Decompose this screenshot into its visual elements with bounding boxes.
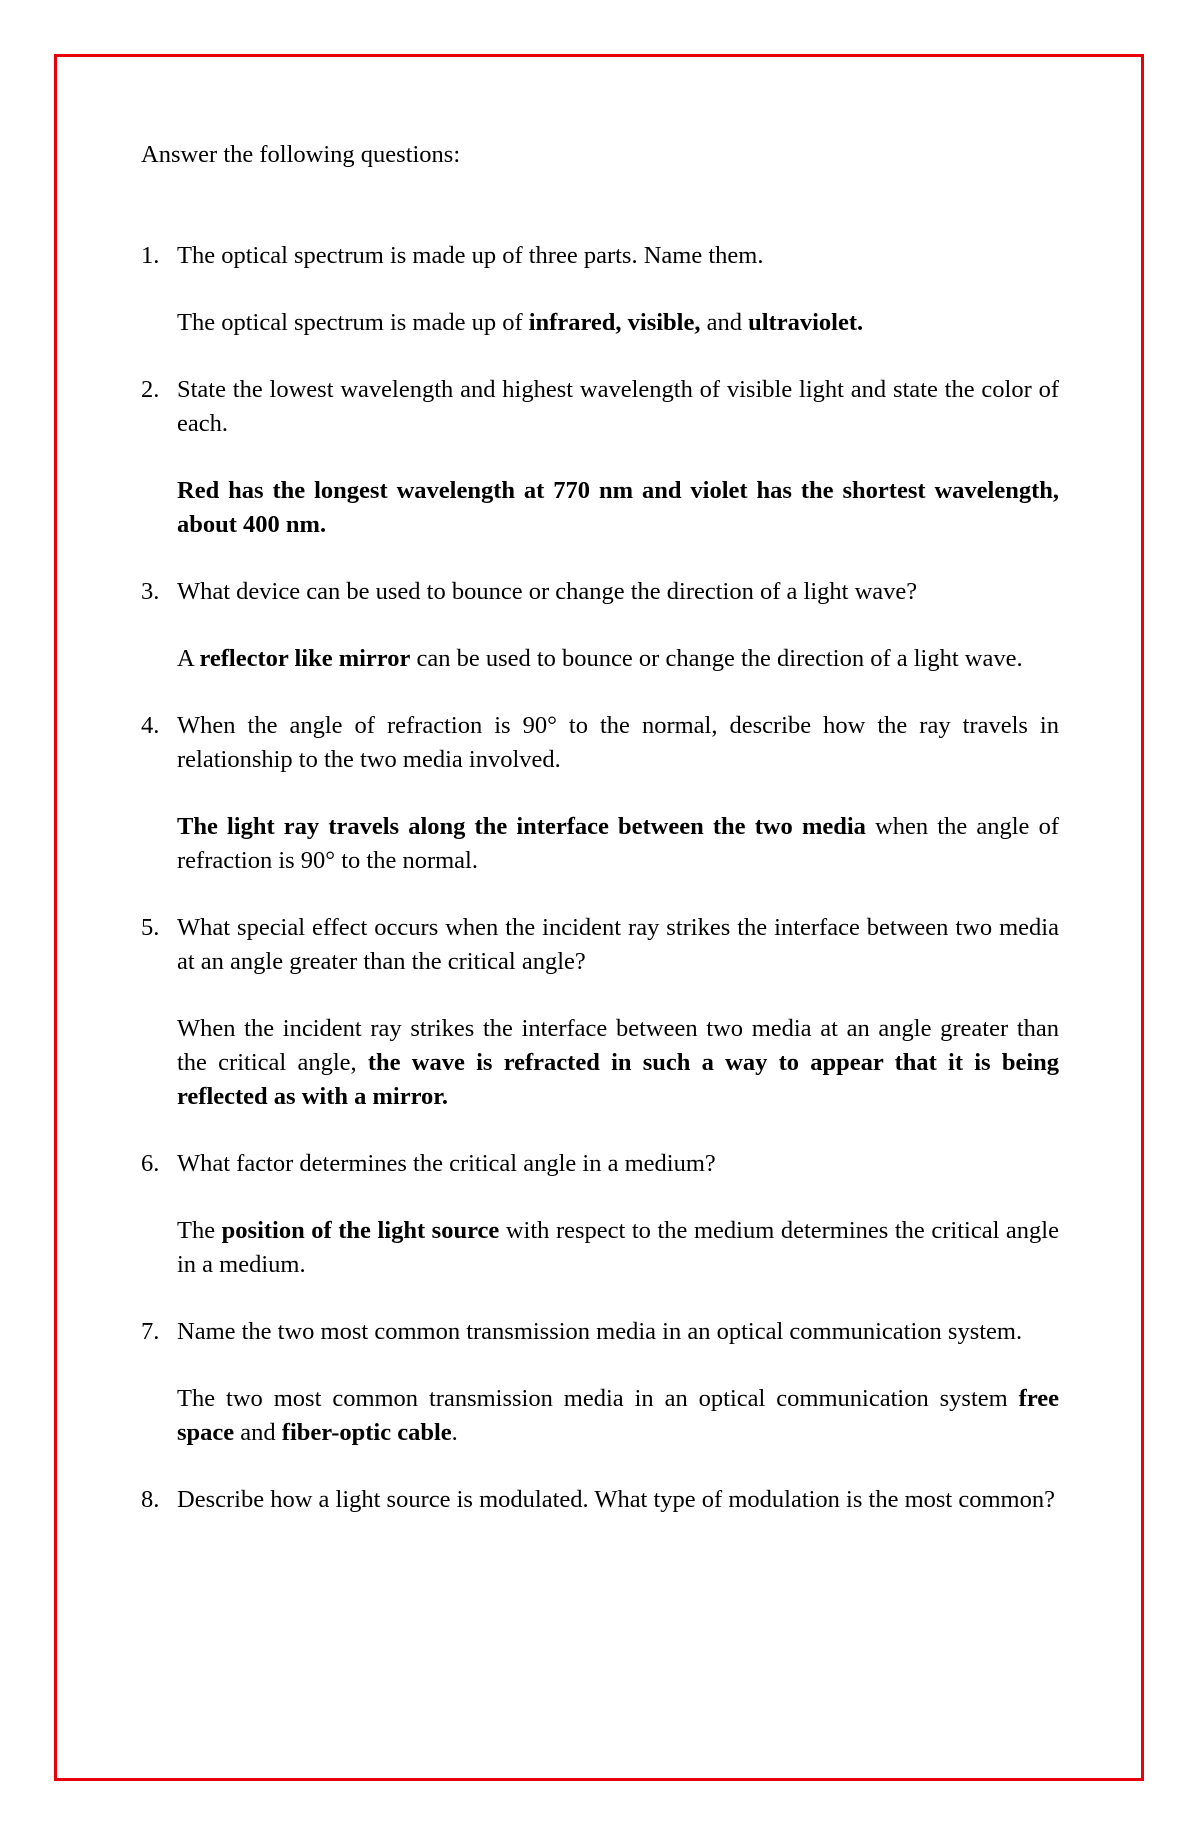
answer-text (177, 1012, 1059, 1114)
question-text: What device can be used to bounce or change the direction of a light wave? (177, 578, 918, 605)
answer-emphasis: free space (177, 1385, 1059, 1446)
question-text: Describe how a light source is modulated. What type of modulation is the most common? (177, 1486, 1055, 1513)
answer-segment: The (177, 1217, 222, 1244)
answer-emphasis: reflector like mirror (199, 645, 411, 672)
answer-segment: The optical spectrum is made up of (177, 309, 529, 336)
answer-segment: A (177, 645, 200, 672)
question-text: When the angle of refraction is 90° to the normal, describe how the ray travels in relationship to the two media involved. (177, 712, 1059, 773)
answer-text (177, 642, 1059, 676)
answer-text (177, 1382, 1059, 1450)
question-item (141, 1483, 1059, 1517)
answer-segment: The two most common transmission media in an optical communication system (177, 1385, 1019, 1412)
answer-emphasis: ultraviolet. (748, 309, 864, 336)
question-item (141, 911, 1059, 1114)
question-text: What factor determines the critical angle in a medium? (177, 1150, 716, 1177)
question-item (141, 1147, 1059, 1282)
question-text: The optical spectrum is made up of three parts. Name them. (177, 242, 764, 269)
answer-emphasis: fiber-optic cable (281, 1419, 452, 1446)
question-number: 7. (141, 1318, 160, 1345)
answer-emphasis: The light ray travels along the interface between the two media (177, 813, 866, 840)
question-text: Name the two most common transmission media in an optical communication system. (177, 1318, 1023, 1345)
answer-text (177, 810, 1059, 878)
question-number: 6. (141, 1150, 160, 1177)
answer-emphasis: the wave is refracted in such a way to appear that it is being reflected as with a mirror. (177, 1049, 1059, 1110)
answer-emphasis: position of the light source (221, 1217, 500, 1244)
answer-text (177, 306, 1059, 340)
document-body (141, 138, 1059, 1550)
question-number: 3. (141, 578, 160, 605)
answer-segment: with respect to the medium determines the critical angle in a medium. (177, 1217, 1059, 1278)
answer-text (177, 1214, 1059, 1282)
question-item (141, 1315, 1059, 1450)
question-number: 2. (141, 376, 160, 403)
question-text: What special effect occurs when the incident ray strikes the interface between two media at an angle greater than the critical angle? (177, 914, 1059, 975)
question-text: State the lowest wavelength and highest wavelength of visible light and state the color of each. (177, 376, 1059, 437)
answer-text (177, 474, 1059, 542)
question-number: 4. (141, 712, 160, 739)
question-item (141, 709, 1059, 878)
question-number: 8. (141, 1486, 160, 1513)
question-number: 1. (141, 242, 160, 269)
answer-segment: and (234, 1419, 282, 1446)
answer-segment: . (451, 1419, 458, 1446)
answer-segment: and (700, 309, 749, 336)
answer-segment: When the incident ray strikes the interface between two media at an angle greater than the critical angle, (177, 1015, 1059, 1076)
question-item (141, 575, 1059, 676)
question-item (141, 239, 1059, 340)
question-item (141, 373, 1059, 542)
answer-segment: can be used to bounce or change the direction of a light wave. (410, 645, 1023, 672)
answer-emphasis: infrared, visible, (528, 309, 701, 336)
question-list (141, 239, 1059, 1517)
instructions-heading: Answer the following questions: (141, 141, 461, 168)
question-number: 5. (141, 914, 160, 941)
answer-emphasis: Red has the longest wavelength at 770 nm and violet has the shortest wavelength, about 400 nm. (177, 477, 1059, 538)
answer-segment: when the angle of refraction is 90° to the normal. (177, 813, 1059, 874)
